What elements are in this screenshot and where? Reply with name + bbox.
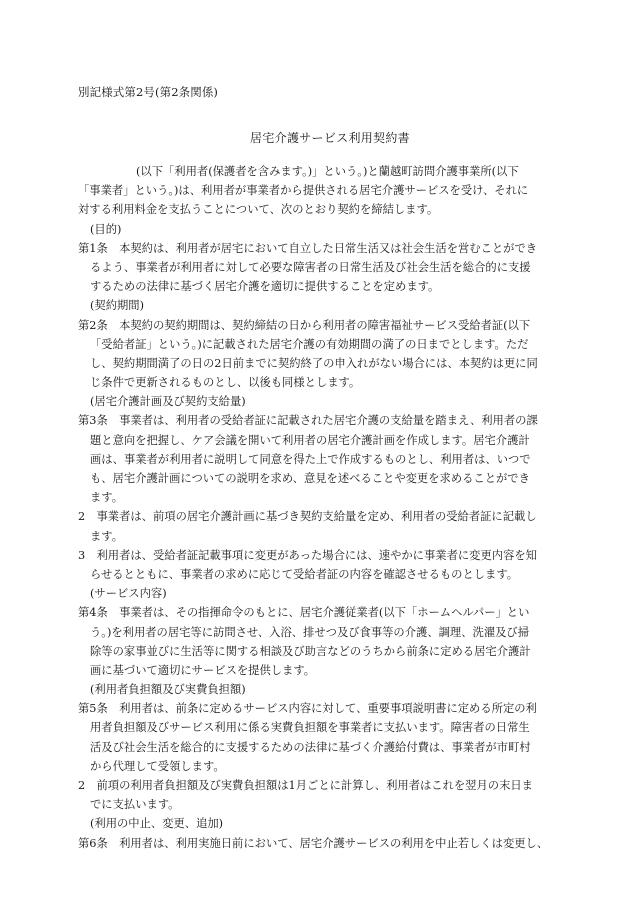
article-heading (78, 296, 553, 315)
line-text: でに支払います。 (90, 798, 180, 812)
body-line (78, 527, 553, 546)
body-line (78, 200, 553, 219)
body-line (78, 162, 553, 181)
body-line (78, 411, 553, 430)
body-line (78, 354, 553, 373)
line-text: 画に基づいて適切にサービスを提供します。 (90, 663, 316, 677)
body-line (78, 661, 553, 680)
article-heading (78, 220, 553, 239)
body-line (78, 776, 553, 795)
body-line (78, 795, 553, 814)
body-line (78, 565, 553, 584)
line-text: 第3条 事業者は、利用者の受給者証に記載された居宅介護の支給量を踏まえ、利用者の課 (78, 414, 538, 428)
line-text: 「事業者」という。)は、利用者が事業者から提供される居宅介護サービスを受け、それに (78, 184, 529, 198)
line-text: 画は、事業者が利用者に説明して同意を得た上で作成するものとし、利用者は、いつで (90, 452, 531, 466)
contract-body (78, 162, 553, 853)
article-heading (78, 392, 553, 411)
line-text: じ条件で更新されるものとし、以後も同様とします。 (90, 376, 361, 390)
line-text: 題と意向を把握し、ケア会議を開いて利用者の居宅介護計画を作成します。居宅介護計 (90, 433, 530, 447)
line-text: ます。 (90, 529, 123, 543)
line-text: 2 事業者は、前項の居宅介護計画に基づき契約支給量を定め、利用者の受給者証に記載し (78, 510, 537, 524)
line-text: 第4条 事業者は、その指揮命令のもとに、居宅介護従業者(以下「ホームヘルパー」とい (78, 606, 530, 620)
body-line (78, 757, 553, 776)
line-text: 第6条 利用者は、利用実施日前において、居宅介護サービスの利用を中止若しくは変更し、 (78, 836, 549, 850)
line-text: 対する利用料金を支払うことについて、次のとおり契約を締結します。 (78, 203, 439, 217)
line-text: 第1条 本契約は、利用者が居宅において自立した日常生活又は社会生活を営むことができ (78, 241, 538, 255)
article-heading (78, 680, 553, 699)
line-text: するための法律に基づく居宅介護を適切に提供することを定めます。 (90, 280, 440, 294)
body-line (78, 603, 553, 622)
body-line (78, 834, 553, 853)
body-line (78, 277, 553, 296)
body-line (78, 546, 553, 565)
line-text: (契約期間) (90, 299, 145, 313)
line-text: (目的) (90, 222, 122, 236)
body-line (78, 258, 553, 277)
body-line (78, 450, 553, 469)
body-line (78, 623, 553, 642)
line-text: (利用者負担額及び実費負担額) (90, 683, 246, 697)
line-text: 用者負担額及びサービス利用に係る実費負担額を事業者に支払います。障害者の日常生 (90, 721, 530, 735)
line-text: 2 前項の利用者負担額及び実費負担額は1月ごとに計算し、利用者はこれを翌月の末日ま (78, 779, 533, 792)
body-line (78, 469, 553, 488)
line-text: も、居宅介護計画についての説明を求め、意見を述べることや変更を求めることができ (90, 472, 530, 485)
line-text: (利用の中止、変更、追加) (90, 817, 224, 831)
line-text: 活及び社会生活を総合的に支援するための法律に基づく介護給付費は、事業者が市町村 (90, 740, 531, 754)
line-text: 第2条 本契約の契約期間は、契約締結の日から利用者の障害福祉サービス受給者証(以下 (78, 318, 531, 332)
line-text: ます。 (90, 491, 123, 505)
body-line (78, 335, 553, 354)
form-number-label: 別記様式第2号(第2条関係) (78, 85, 219, 99)
line-text: (以下「利用者(保護者を含みます。)」という。)と蘭越町訪問介護事業所(以下 (136, 165, 519, 178)
body-line (78, 316, 553, 335)
body-line (78, 373, 553, 392)
article-heading (78, 814, 553, 833)
line-text: 除等の家事並びに生活等に関する相談及び助言などのうちから前条に定める居宅介護計 (90, 644, 531, 658)
body-line (78, 738, 553, 757)
body-line (78, 699, 553, 718)
body-line (78, 239, 553, 258)
body-line (78, 507, 553, 526)
body-line (78, 181, 553, 200)
line-text: から代理して受領します。 (90, 759, 225, 773)
body-line (78, 718, 553, 737)
line-text: るよう、事業者が利用者に対して必要な障害者の日常生活及び社会生活を総合的に支援 (90, 260, 531, 274)
body-line (78, 488, 553, 507)
line-text: 「受給者証」という。)に記載された居宅介護の有効期間の満了の日までとします。ただ (90, 337, 529, 351)
line-text: し、契約期間満了の日の2日前までに契約終了の申入れがない場合には、本契約は更に同 (90, 356, 538, 370)
body-line (78, 431, 553, 450)
line-text: 3 利用者は、受給者証記載事項に変更があった場合には、速やかに事業者に変更内容を知 (78, 548, 537, 562)
line-text: う。)を利用者の居宅等に訪問させ、入浴、排せつ及び食事等の介護、調理、洗濯及び掃 (90, 625, 530, 639)
body-line (78, 642, 553, 661)
document-title: 居宅介護サービス利用契約書 (250, 131, 410, 145)
line-text: (居宅介護計画及び契約支給量) (90, 395, 246, 409)
article-heading (78, 584, 553, 603)
line-text: らせるとともに、事業者の求めに応じて受給者証の内容を確認させるものとします。 (90, 567, 519, 581)
line-text: (サービス内容) (90, 587, 167, 601)
line-text: 第5条 利用者は、前条に定めるサービス内容に対して、重要事項説明書に定める所定の利 (78, 702, 537, 716)
